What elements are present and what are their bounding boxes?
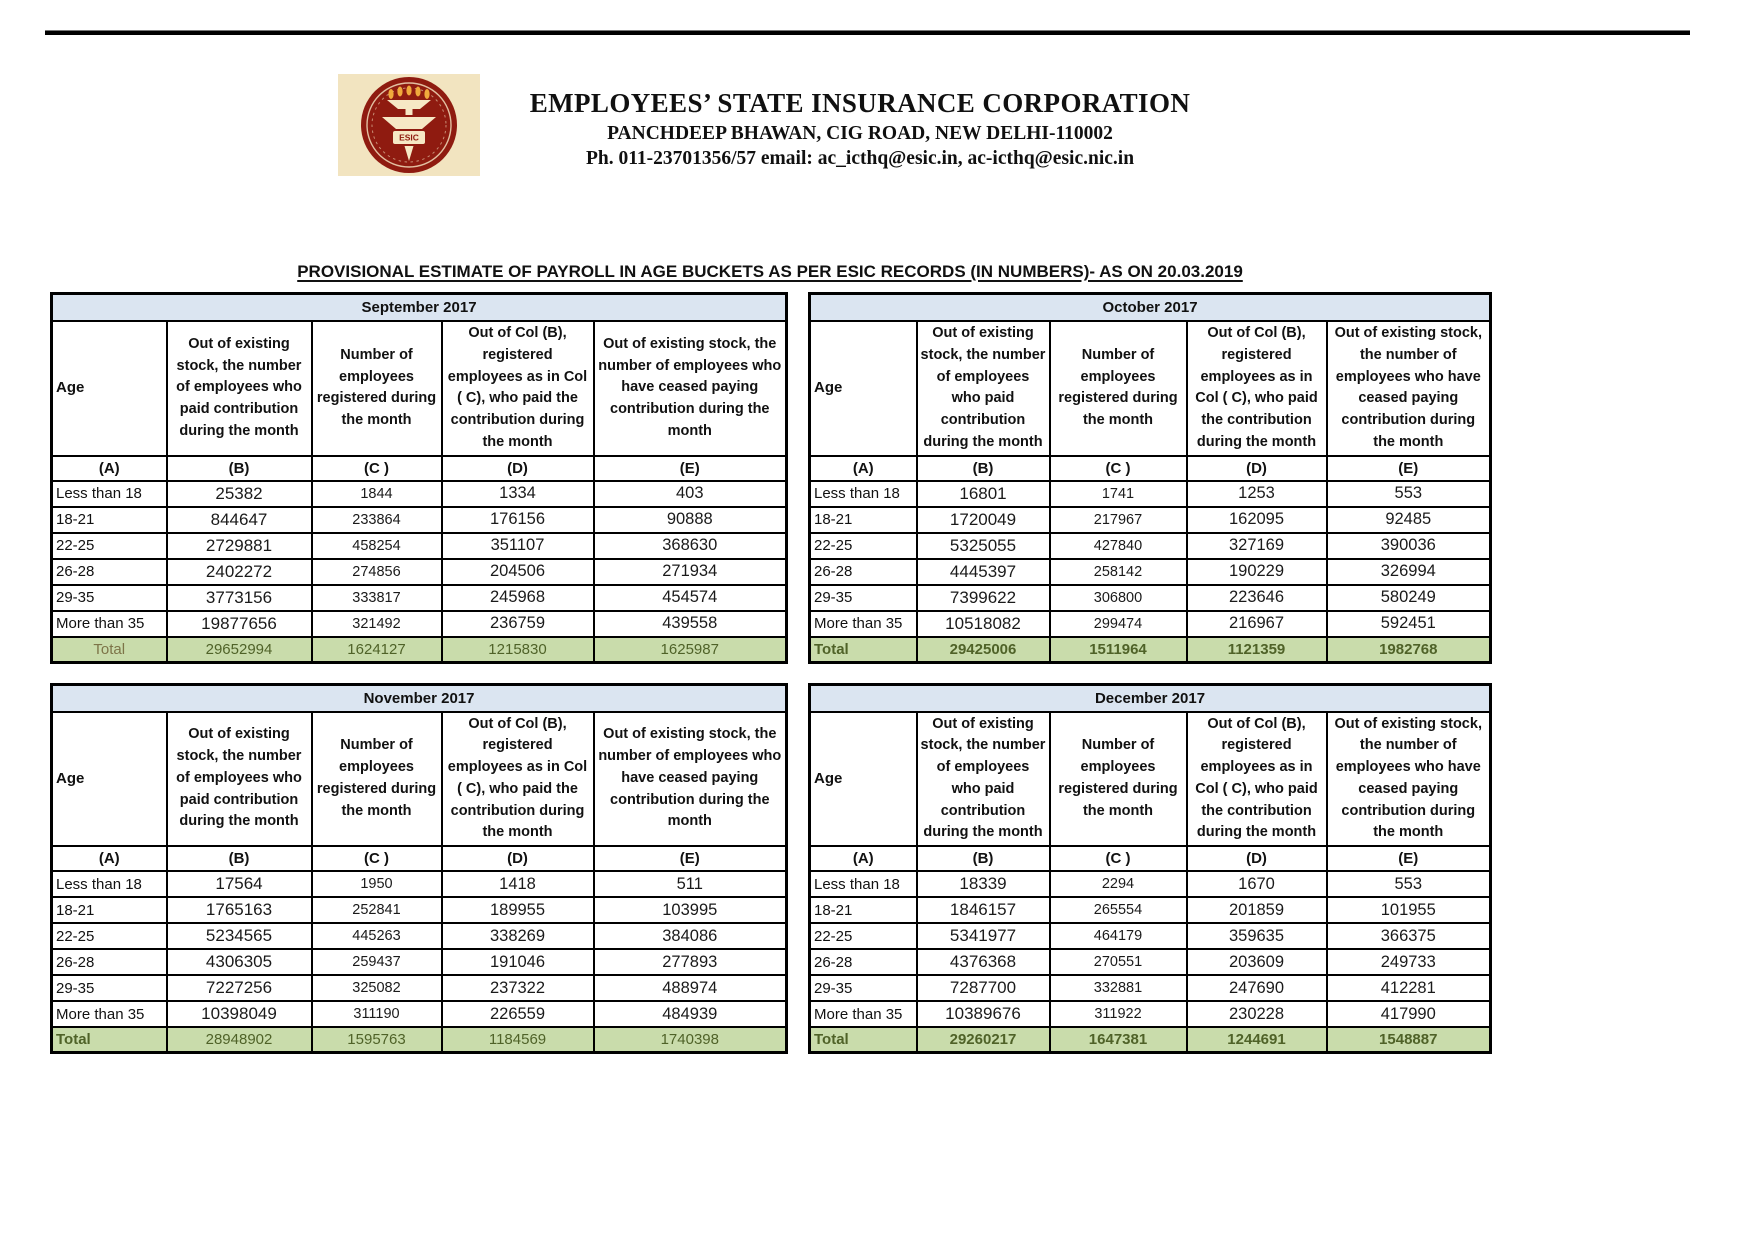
column-header-e: Out of existing stock, the number of employees who have ceased paying contribution during the month xyxy=(594,321,787,456)
value-cell: 464179 xyxy=(1050,923,1187,949)
column-description-row xyxy=(810,712,1491,847)
age-group-cell: 18-21 xyxy=(52,897,167,923)
value-cell: 245968 xyxy=(442,585,594,611)
tables-grid xyxy=(50,292,1489,1054)
value-cell: 103995 xyxy=(594,897,787,923)
letterhead xyxy=(420,88,1300,170)
column-header-b: Out of existing stock, the number of employees who paid contribution during the month xyxy=(167,712,312,847)
value-cell: 327169 xyxy=(1187,533,1327,559)
table-body xyxy=(52,871,787,1027)
table-month-header: October 2017 xyxy=(810,294,1491,322)
value-cell: 1950 xyxy=(312,871,442,897)
value-cell: 189955 xyxy=(442,897,594,923)
value-cell: 511 xyxy=(594,871,787,897)
table-month-header: September 2017 xyxy=(52,294,787,322)
value-cell: 427840 xyxy=(1050,533,1187,559)
total-value-cell: 1184569 xyxy=(442,1027,594,1053)
value-cell: 247690 xyxy=(1187,975,1327,1001)
table-month-header: November 2017 xyxy=(52,684,787,712)
value-cell: 844647 xyxy=(167,507,312,533)
value-cell: 226559 xyxy=(442,1001,594,1027)
value-cell: 1765163 xyxy=(167,897,312,923)
value-cell: 4306305 xyxy=(167,949,312,975)
table-row xyxy=(810,585,1491,611)
value-cell: 553 xyxy=(1327,871,1491,897)
org-address: PANCHDEEP BHAWAN, CIG ROAD, NEW DELHI-110002 xyxy=(607,123,1113,145)
column-letter-row xyxy=(52,456,787,481)
column-letter: (C ) xyxy=(1050,456,1187,481)
column-letter: (A) xyxy=(810,846,917,871)
value-cell: 412281 xyxy=(1327,975,1491,1001)
value-cell: 25382 xyxy=(167,481,312,507)
value-cell: 230228 xyxy=(1187,1001,1327,1027)
value-cell: 90888 xyxy=(594,507,787,533)
value-cell: 191046 xyxy=(442,949,594,975)
column-header-b: Out of existing stock, the number of employees who paid contribution during the month xyxy=(167,321,312,456)
age-group-cell: 26-28 xyxy=(810,559,917,585)
column-header-d: Out of Col (B), registered employees as in Col ( C), who paid the contribution during the month xyxy=(1187,712,1327,847)
value-cell: 265554 xyxy=(1050,897,1187,923)
column-header-age: Age xyxy=(52,712,167,847)
age-group-cell: 29-35 xyxy=(810,585,917,611)
value-cell: 7227256 xyxy=(167,975,312,1001)
table-row xyxy=(810,949,1491,975)
column-header-e: Out of existing stock, the number of employees who have ceased paying contribution during the month xyxy=(1327,321,1491,456)
age-group-cell: More than 35 xyxy=(52,1001,167,1027)
column-letter: (B) xyxy=(917,456,1050,481)
month-header-row xyxy=(810,684,1491,712)
value-cell: 592451 xyxy=(1327,611,1491,637)
table-body xyxy=(52,481,787,637)
value-cell: 299474 xyxy=(1050,611,1187,637)
table-row xyxy=(52,975,787,1001)
column-header-age: Age xyxy=(810,712,917,847)
column-letter: (E) xyxy=(1327,846,1491,871)
table-body xyxy=(810,481,1491,637)
total-value-cell: 29425006 xyxy=(917,637,1050,663)
column-letter: (D) xyxy=(442,456,594,481)
month-header-row xyxy=(810,294,1491,322)
column-letter: (B) xyxy=(167,846,312,871)
age-group-cell: Less than 18 xyxy=(52,871,167,897)
value-cell: 5341977 xyxy=(917,923,1050,949)
age-group-cell: More than 35 xyxy=(52,611,167,637)
value-cell: 19877656 xyxy=(167,611,312,637)
age-group-cell: 26-28 xyxy=(52,559,167,585)
column-description-row xyxy=(810,321,1491,456)
value-cell: 321492 xyxy=(312,611,442,637)
value-cell: 7287700 xyxy=(917,975,1050,1001)
column-header-e: Out of existing stock, the number of employees who have ceased paying contribution during the month xyxy=(1327,712,1491,847)
column-header-c: Number of employees registered during the month xyxy=(1050,321,1187,456)
month-header-row xyxy=(52,684,787,712)
table-row xyxy=(52,1001,787,1027)
value-cell: 458254 xyxy=(312,533,442,559)
column-header-d: Out of Col (B), registered employees as in Col ( C), who paid the contribution during the month xyxy=(1187,321,1327,456)
document-title: PROVISIONAL ESTIMATE OF PAYROLL IN AGE BUCKETS AS PER ESIC RECORDS (IN NUMBERS)- AS ON 20.03.2019 xyxy=(297,262,1243,281)
total-value-cell: 1625987 xyxy=(594,637,787,663)
column-letter: (D) xyxy=(1187,846,1327,871)
value-cell: 216967 xyxy=(1187,611,1327,637)
value-cell: 1418 xyxy=(442,871,594,897)
value-cell: 368630 xyxy=(594,533,787,559)
value-cell: 223646 xyxy=(1187,585,1327,611)
month-table xyxy=(808,683,1492,1055)
top-horizontal-rule xyxy=(45,30,1690,35)
value-cell: 236759 xyxy=(442,611,594,637)
value-cell: 2294 xyxy=(1050,871,1187,897)
value-cell: 190229 xyxy=(1187,559,1327,585)
column-letter: (A) xyxy=(52,846,167,871)
value-cell: 237322 xyxy=(442,975,594,1001)
table-row xyxy=(52,871,787,897)
column-header-age: Age xyxy=(52,321,167,456)
total-row xyxy=(52,637,787,663)
value-cell: 203609 xyxy=(1187,949,1327,975)
age-group-cell: 22-25 xyxy=(810,923,917,949)
logo-text: ESIC xyxy=(399,132,419,143)
value-cell: 101955 xyxy=(1327,897,1491,923)
value-cell: 233864 xyxy=(312,507,442,533)
total-value-cell: 29652994 xyxy=(167,637,312,663)
age-group-cell: 18-21 xyxy=(810,897,917,923)
value-cell: 333817 xyxy=(312,585,442,611)
column-header-d: Out of Col (B), registered employees as in Col ( C), who paid the contribution during the month xyxy=(442,712,594,847)
table-row xyxy=(810,481,1491,507)
column-letter: (C ) xyxy=(312,846,442,871)
column-letter: (C ) xyxy=(1050,846,1187,871)
age-group-cell: 22-25 xyxy=(52,923,167,949)
value-cell: 4376368 xyxy=(917,949,1050,975)
age-group-cell: 29-35 xyxy=(52,585,167,611)
month-table xyxy=(50,292,788,664)
column-header-c: Number of employees registered during the month xyxy=(312,712,442,847)
total-row xyxy=(810,1027,1491,1053)
age-group-cell: Less than 18 xyxy=(810,871,917,897)
org-name: EMPLOYEES’ STATE INSURANCE CORPORATION xyxy=(529,88,1191,118)
value-cell: 2729881 xyxy=(167,533,312,559)
value-cell: 359635 xyxy=(1187,923,1327,949)
value-cell: 17564 xyxy=(167,871,312,897)
value-cell: 162095 xyxy=(1187,507,1327,533)
table-row xyxy=(810,897,1491,923)
table-row xyxy=(810,611,1491,637)
value-cell: 249733 xyxy=(1327,949,1491,975)
table-body xyxy=(810,871,1491,1027)
column-letter: (D) xyxy=(442,846,594,871)
value-cell: 553 xyxy=(1327,481,1491,507)
value-cell: 7399622 xyxy=(917,585,1050,611)
month-table xyxy=(808,292,1492,664)
value-cell: 439558 xyxy=(594,611,787,637)
table-row xyxy=(810,533,1491,559)
table-row xyxy=(52,611,787,637)
total-value-cell: 1215830 xyxy=(442,637,594,663)
value-cell: 252841 xyxy=(312,897,442,923)
org-contact: Ph. 011-23701356/57 email: ac_icthq@esic.in, ac-icthq@esic.nic.in xyxy=(585,148,1135,170)
table-row xyxy=(52,559,787,585)
age-group-cell: More than 35 xyxy=(810,611,917,637)
column-header-d: Out of Col (B), registered employees as in Col ( C), who paid the contribution during the month xyxy=(442,321,594,456)
value-cell: 1253 xyxy=(1187,481,1327,507)
total-row xyxy=(810,637,1491,663)
value-cell: 217967 xyxy=(1050,507,1187,533)
table-row xyxy=(52,923,787,949)
value-cell: 417990 xyxy=(1327,1001,1491,1027)
column-header-age: Age xyxy=(810,321,917,456)
month-table xyxy=(50,683,788,1055)
column-header-c: Number of employees registered during the month xyxy=(312,321,442,456)
value-cell: 445263 xyxy=(312,923,442,949)
value-cell: 259437 xyxy=(312,949,442,975)
column-header-b: Out of existing stock, the number of employees who paid contribution during the month xyxy=(917,712,1050,847)
column-description-row xyxy=(52,712,787,847)
column-letter: (E) xyxy=(1327,456,1491,481)
age-group-cell: 29-35 xyxy=(52,975,167,1001)
total-value-cell: 1740398 xyxy=(594,1027,787,1053)
table-row xyxy=(810,923,1491,949)
total-value-cell: 1595763 xyxy=(312,1027,442,1053)
age-group-cell: 22-25 xyxy=(52,533,167,559)
value-cell: 271934 xyxy=(594,559,787,585)
total-label-cell: Total xyxy=(810,1027,917,1053)
column-letter: (C ) xyxy=(312,456,442,481)
table-row xyxy=(810,1001,1491,1027)
table-row xyxy=(52,507,787,533)
column-header-b: Out of existing stock, the number of employees who paid contribution during the month xyxy=(917,321,1050,456)
total-row xyxy=(52,1027,787,1053)
value-cell: 366375 xyxy=(1327,923,1491,949)
value-cell: 176156 xyxy=(442,507,594,533)
column-letter: (B) xyxy=(167,456,312,481)
value-cell: 10389676 xyxy=(917,1001,1050,1027)
age-group-cell: More than 35 xyxy=(810,1001,917,1027)
value-cell: 1741 xyxy=(1050,481,1187,507)
total-value-cell: 28948902 xyxy=(167,1027,312,1053)
value-cell: 390036 xyxy=(1327,533,1491,559)
value-cell: 580249 xyxy=(1327,585,1491,611)
age-group-cell: 29-35 xyxy=(810,975,917,1001)
value-cell: 306800 xyxy=(1050,585,1187,611)
table-row xyxy=(52,897,787,923)
column-letter-row xyxy=(52,846,787,871)
value-cell: 311190 xyxy=(312,1001,442,1027)
value-cell: 10518082 xyxy=(917,611,1050,637)
value-cell: 10398049 xyxy=(167,1001,312,1027)
value-cell: 384086 xyxy=(594,923,787,949)
value-cell: 351107 xyxy=(442,533,594,559)
age-group-cell: Less than 18 xyxy=(810,481,917,507)
total-value-cell: 1647381 xyxy=(1050,1027,1187,1053)
value-cell: 332881 xyxy=(1050,975,1187,1001)
value-cell: 454574 xyxy=(594,585,787,611)
table-row xyxy=(810,559,1491,585)
column-header-e: Out of existing stock, the number of employees who have ceased paying contribution during the month xyxy=(594,712,787,847)
month-header-row xyxy=(52,294,787,322)
value-cell: 16801 xyxy=(917,481,1050,507)
value-cell: 403 xyxy=(594,481,787,507)
age-group-cell: 26-28 xyxy=(810,949,917,975)
value-cell: 2402272 xyxy=(167,559,312,585)
value-cell: 1334 xyxy=(442,481,594,507)
value-cell: 204506 xyxy=(442,559,594,585)
total-value-cell: 1548887 xyxy=(1327,1027,1491,1053)
value-cell: 488974 xyxy=(594,975,787,1001)
total-label-cell: Total xyxy=(810,637,917,663)
value-cell: 484939 xyxy=(594,1001,787,1027)
age-group-cell: Less than 18 xyxy=(52,481,167,507)
value-cell: 258142 xyxy=(1050,559,1187,585)
column-description-row xyxy=(52,321,787,456)
column-letter: (A) xyxy=(810,456,917,481)
total-value-cell: 29260217 xyxy=(917,1027,1050,1053)
table-row xyxy=(52,533,787,559)
age-group-cell: 22-25 xyxy=(810,533,917,559)
column-header-c: Number of employees registered during the month xyxy=(1050,712,1187,847)
value-cell: 1844 xyxy=(312,481,442,507)
value-cell: 277893 xyxy=(594,949,787,975)
value-cell: 18339 xyxy=(917,871,1050,897)
value-cell: 325082 xyxy=(312,975,442,1001)
value-cell: 5234565 xyxy=(167,923,312,949)
value-cell: 201859 xyxy=(1187,897,1327,923)
column-letter-row xyxy=(810,456,1491,481)
age-group-cell: 26-28 xyxy=(52,949,167,975)
value-cell: 1846157 xyxy=(917,897,1050,923)
value-cell: 5325055 xyxy=(917,533,1050,559)
column-letter: (D) xyxy=(1187,456,1327,481)
value-cell: 274856 xyxy=(312,559,442,585)
total-value-cell: 1624127 xyxy=(312,637,442,663)
total-value-cell: 1511964 xyxy=(1050,637,1187,663)
table-row xyxy=(810,507,1491,533)
table-row xyxy=(52,481,787,507)
total-label-cell: Total xyxy=(52,637,167,663)
table-row xyxy=(52,949,787,975)
total-label-cell: Total xyxy=(52,1027,167,1053)
total-value-cell: 1982768 xyxy=(1327,637,1491,663)
value-cell: 1720049 xyxy=(917,507,1050,533)
value-cell: 92485 xyxy=(1327,507,1491,533)
value-cell: 4445397 xyxy=(917,559,1050,585)
table-row xyxy=(52,585,787,611)
value-cell: 1670 xyxy=(1187,871,1327,897)
total-value-cell: 1121359 xyxy=(1187,637,1327,663)
age-group-cell: 18-21 xyxy=(52,507,167,533)
total-value-cell: 1244691 xyxy=(1187,1027,1327,1053)
value-cell: 270551 xyxy=(1050,949,1187,975)
column-letter: (E) xyxy=(594,846,787,871)
table-row xyxy=(810,975,1491,1001)
age-group-cell: 18-21 xyxy=(810,507,917,533)
value-cell: 326994 xyxy=(1327,559,1491,585)
value-cell: 338269 xyxy=(442,923,594,949)
column-letter-row xyxy=(810,846,1491,871)
column-letter: (B) xyxy=(917,846,1050,871)
table-row xyxy=(810,871,1491,897)
table-month-header: December 2017 xyxy=(810,684,1491,712)
value-cell: 3773156 xyxy=(167,585,312,611)
value-cell: 311922 xyxy=(1050,1001,1187,1027)
column-letter: (A) xyxy=(52,456,167,481)
column-letter: (E) xyxy=(594,456,787,481)
